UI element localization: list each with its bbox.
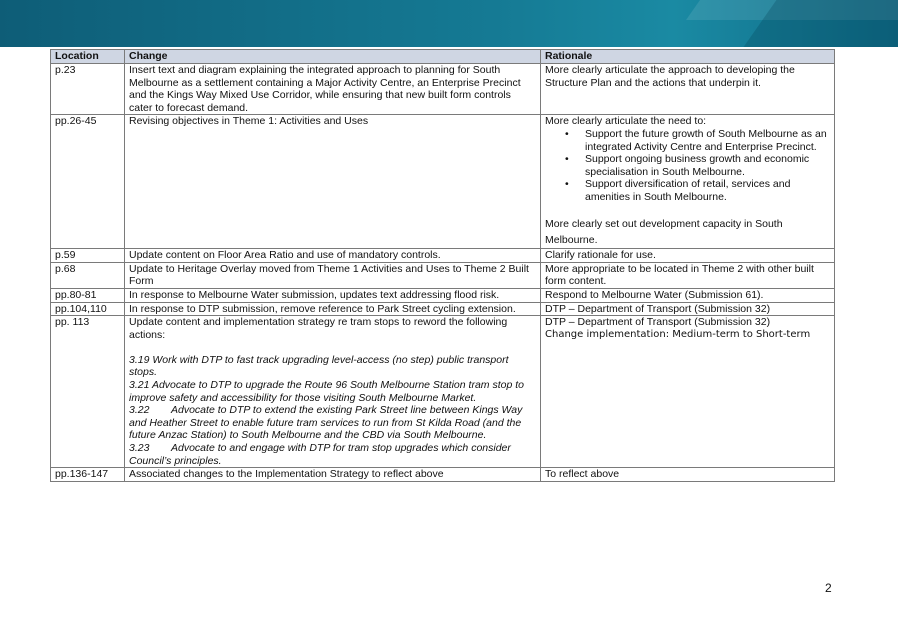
table-row — [51, 302, 835, 316]
location-cell: pp.26-45 — [51, 115, 125, 249]
table-row — [51, 262, 835, 288]
list-item: • Support ongoing business growth and economic specialisation in South Melbourne. — [585, 153, 830, 178]
rationale-cell: Clarify rationale for use. — [541, 249, 835, 263]
action-text: Advocate to DTP to extend the existing Park Street line between Kings Way and Heather Street to enable future tram services to run from St Kilda Road (and the future Anzac Station) to South Melbourne and the CBD via South Melbourne. — [129, 404, 523, 442]
change-cell — [125, 316, 541, 468]
table-row — [51, 115, 835, 249]
rationale-bullet-list — [545, 128, 830, 204]
rationale-cell — [541, 115, 835, 249]
rationale-intro: More clearly articulate the need to: — [545, 115, 707, 128]
rationale-cell: To reflect above — [541, 468, 835, 482]
action-number: 3.19 — [129, 353, 150, 366]
action-text: Work with DTP to fast track upgrading level-access (no step) public transport stops. — [129, 353, 509, 379]
rationale-cell: More appropriate to be located in Theme 2 with other built form content. — [541, 262, 835, 288]
action-item — [129, 354, 536, 379]
rationale-cell: DTP – Department of Transport (Submission 32) — [541, 302, 835, 316]
rationale-cell — [541, 316, 835, 468]
change-cell: Update content on Floor Area Ratio and use of mandatory controls. — [125, 249, 541, 263]
page-number: 2 — [825, 581, 832, 595]
changes-table — [50, 49, 835, 482]
location-cell: pp.104,110 — [51, 302, 125, 316]
change-cell: Associated changes to the Implementation Strategy to reflect above — [125, 468, 541, 482]
action-item — [129, 379, 536, 404]
location-cell: pp.80-81 — [51, 288, 125, 302]
header-change: Change — [125, 50, 541, 64]
action-number: 3.22 — [129, 404, 150, 417]
location-cell: p.59 — [51, 249, 125, 263]
header-location: Location — [51, 50, 125, 64]
action-text: Advocate to DTP to upgrade the Route 96 South Melbourne Station tram stop to improve safety and accessibility for those visiting South Melbourne Market. — [129, 379, 524, 404]
change-cell: In response to DTP submission, remove reference to Park Street cycling extension. — [125, 302, 541, 316]
rationale-outro: More clearly set out development capacity in South Melbourne. — [545, 218, 783, 247]
rationale-note: Change implementation: Medium-term to Short-term — [545, 328, 811, 340]
table-row — [51, 64, 835, 115]
location-cell: p.68 — [51, 262, 125, 288]
header-banner — [0, 0, 898, 47]
action-item — [129, 404, 536, 442]
action-text: Advocate to and engage with DTP for tram stop upgrades which consider Council’s principles. — [129, 442, 511, 467]
rationale-cell: Respond to Melbourne Water (Submission 61). — [541, 288, 835, 302]
change-cell: Revising objectives in Theme 1: Activities and Uses — [125, 115, 541, 249]
list-item: • Support diversification of retail, services and amenities in South Melbourne. — [585, 178, 830, 203]
location-cell: p.23 — [51, 64, 125, 115]
rationale-text: DTP – Department of Transport (Submission 32) — [545, 316, 771, 329]
table-row — [51, 468, 835, 482]
rationale-cell: More clearly articulate the approach to developing the Structure Plan and the actions that underpin it. — [541, 64, 835, 115]
list-item: • Support the future growth of South Melbourne as an integrated Activity Centre and Enterprise Precinct. — [585, 128, 830, 153]
location-cell: pp. 113 — [51, 316, 125, 468]
change-cell: Update to Heritage Overlay moved from Theme 1 Activities and Uses to Theme 2 Built Form — [125, 262, 541, 288]
change-cell: Insert text and diagram explaining the integrated approach to planning for South Melbourne as a settlement containing a Major Activity Centre, an Enterprise Precinct and the Kings Way Mixed Use Corridor, while ensuring that new built form controls cater to forecast demand. — [125, 64, 541, 115]
change-intro: Update content and implementation strategy re tram stops to reword the following actions: — [129, 316, 508, 341]
table-row — [51, 249, 835, 263]
header-rationale: Rationale — [541, 50, 835, 64]
action-item — [129, 442, 536, 467]
action-number: 3.23 — [129, 442, 150, 455]
location-cell: pp.136-147 — [51, 468, 125, 482]
action-number: 3.21 — [129, 379, 150, 392]
table-row — [51, 316, 835, 468]
change-cell: In response to Melbourne Water submission, updates text addressing flood risk. — [125, 288, 541, 302]
header-row — [51, 50, 835, 64]
table-row — [51, 288, 835, 302]
